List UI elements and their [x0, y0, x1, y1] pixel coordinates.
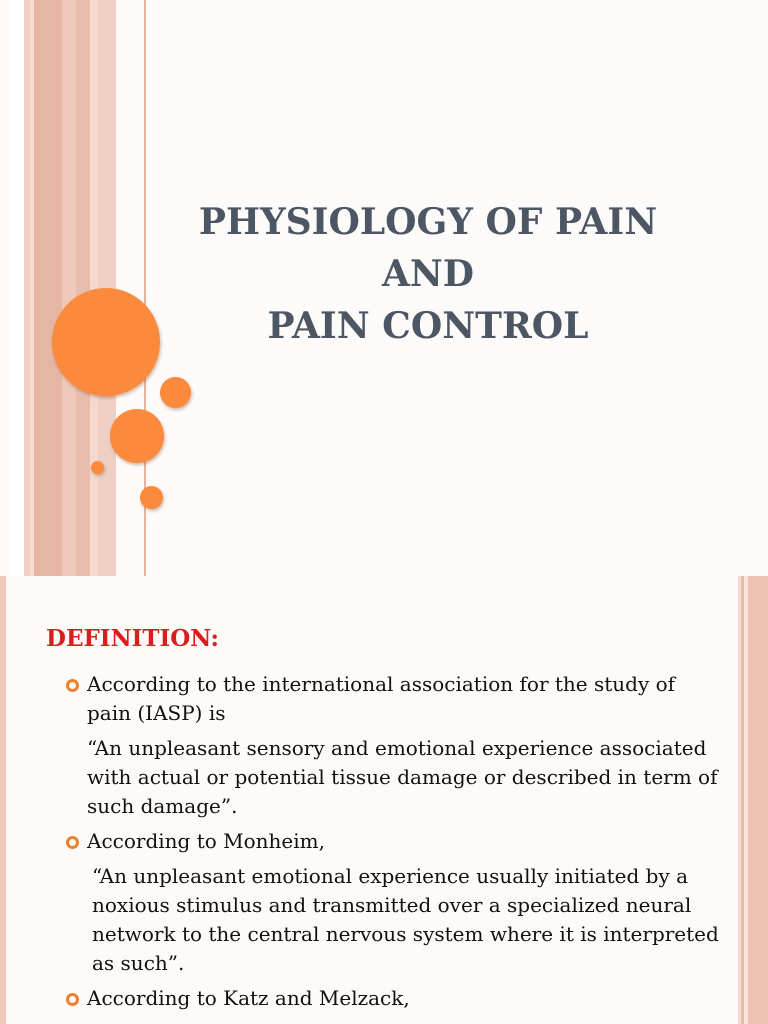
item-text: According to Katz and Melzack, — [87, 986, 410, 1010]
decorative-circle-medium — [110, 409, 164, 463]
decorative-strip — [62, 0, 76, 576]
item-text: According to the international association for the study of pain (IASP) is — [87, 672, 676, 725]
slide-title-line: PAIN CONTROL — [267, 305, 589, 347]
definition-list — [62, 670, 722, 1013]
list-item — [62, 984, 722, 1013]
slide-title-line: AND — [381, 253, 475, 295]
definition-slide — [0, 576, 768, 1024]
section-heading: DEFINITION: — [46, 625, 219, 652]
decorative-circle-small — [140, 486, 163, 509]
item-text: According to Monheim, — [87, 829, 325, 853]
decorative-circle-small — [160, 377, 191, 408]
decorative-strip — [10, 0, 24, 576]
decorative-strip — [116, 0, 144, 576]
bullet-ring-icon — [66, 993, 79, 1006]
decorative-strip — [34, 0, 62, 576]
bullet-ring-icon — [66, 836, 79, 849]
bullet-ring-icon — [66, 679, 79, 692]
decorative-strip — [0, 576, 6, 1024]
item-quote: “An unpleasant sensory and emotional experience associated with actual or potential tissue damage or described in term of such damage”. — [87, 736, 718, 818]
slide-title-line: PHYSIOLOGY OF PAIN — [198, 201, 658, 243]
list-item — [62, 827, 722, 978]
item-quote: “An unpleasant emotional experience usually initiated by a noxious stimulus and transmitted over a specialized neural network to the central nervous system where it is interpreted as such”. — [92, 864, 719, 975]
decorative-strip — [76, 0, 90, 576]
slide-title — [150, 196, 706, 352]
decorative-circle-large — [52, 288, 160, 396]
decorative-strip — [748, 576, 768, 1024]
decorative-circle-tiny — [91, 461, 104, 474]
list-item — [62, 670, 722, 821]
